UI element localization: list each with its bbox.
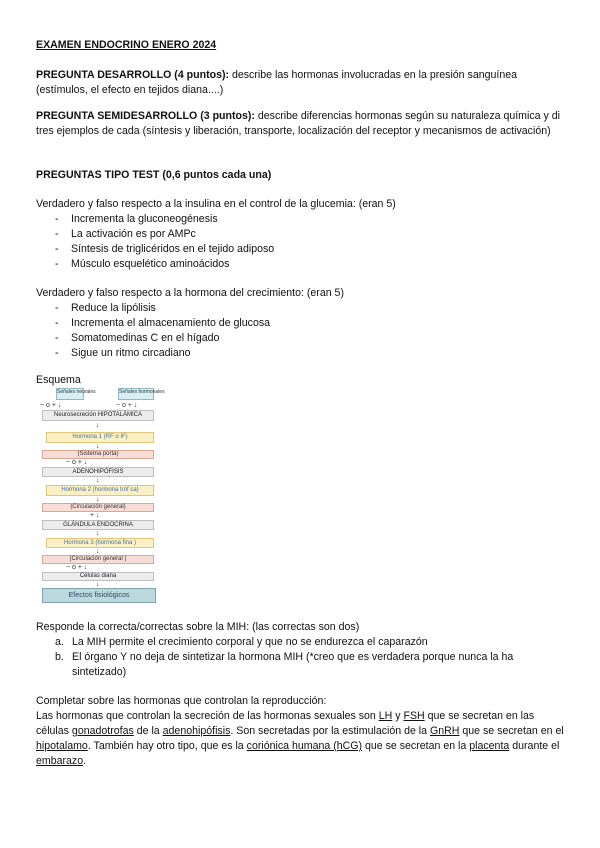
reproduccion-paragraph: Las hormonas que controlan la secreción de las hormonas sexuales son LH y FSH que se secretan en las células gonadotrofas de la adenohipófisis. Son secretadas por la estimulación de la GnRH que se secretan en el hipotalamo. También hay otro tipo, que es la coriónica humana (hCG) que se secretan en la placenta durante el embarazo. — [36, 710, 564, 767]
diagram-circulacion-1: (Circulación general) — [42, 503, 154, 512]
list-item: - Síntesis de triglicéridos en el tejido adiposo — [36, 242, 564, 257]
endocrine-axis-diagram — [36, 388, 165, 604]
answer-placenta: placenta — [469, 740, 510, 752]
answer-lh: LH — [378, 710, 393, 722]
diagram-neural-signals: Señales neurales — [56, 388, 84, 400]
diagram-sign-left: − o + ↓ — [40, 402, 62, 409]
diagram-sign-right: − o + ↓ — [116, 402, 138, 409]
answer-fsh: FSH — [403, 710, 425, 722]
diagram-arrow: ↓ — [96, 443, 100, 450]
list-item: - Reduce la lipólisis — [36, 301, 564, 316]
diagram-circulacion-2: (Circulación general ) — [42, 555, 154, 564]
answer-embarazo: embarazo — [36, 755, 84, 767]
answer-adenohipofisis: adenohipófisis — [162, 725, 231, 737]
answer-gnrh: GnRH — [430, 725, 460, 737]
crecimiento-section — [36, 286, 564, 361]
question-semidesarrollo — [36, 109, 564, 139]
diagram-arrow: ↓ — [96, 496, 100, 503]
diagram-arrow: ↓ — [96, 477, 100, 484]
question-desarrollo-label: PREGUNTA DESARROLLO (4 puntos): — [36, 69, 230, 81]
diagram-hormona-3: Hormona 3 (hormona fina ) — [46, 538, 154, 548]
mih-list — [36, 635, 564, 680]
diagram-hipotalamo: Neurosecreción HIPOTALÁMICA — [42, 410, 154, 421]
diagram-hormona-2: Hormona 2 (hormona tróf ca) — [46, 485, 154, 496]
diagram-hormonal-signals: Señales hormonales — [118, 388, 154, 400]
test-heading: PREGUNTAS TIPO TEST (0,6 puntos cada una) — [36, 169, 272, 181]
answer-gonadotrofas: gonadotrofas — [71, 725, 134, 737]
insulina-intro: Verdadero y falso respecto a la insulina en el control de la glucemia: (eran 5) — [36, 198, 396, 210]
question-semidesarrollo-text: describe diferencias hormonas según su naturaleza química y di tres ejemplos de cada (síntesis y liberación, transporte, localización del receptor y mecanismos de activación) — [36, 110, 560, 137]
diagram-portal: (Sistema porta) — [42, 450, 154, 459]
list-item: - La activación es por AMPc — [36, 227, 564, 242]
insulina-section — [36, 197, 564, 272]
diagram-hormona-1: Hormona 1 (RF o IF) — [46, 432, 154, 443]
diagram-arrow: ↓ — [96, 581, 100, 588]
list-item: - Incrementa la gluconeogénesis — [36, 212, 564, 227]
list-item: - Incrementa el almacenamiento de glucosa — [36, 316, 564, 331]
diagram-sign-2: − o + ↓ — [66, 459, 88, 466]
answer-hcg: coriónica humana (hCG) — [246, 740, 363, 752]
reproduccion-intro: Completar sobre las hormonas que controlan la reproducción: — [36, 695, 327, 707]
question-desarrollo-text: describe las hormonas involucradas en la presión sanguínea (estímulos, el efecto en tejidos diana....) — [36, 69, 518, 96]
list-item: - Músculo esquelético aminoácidos — [36, 257, 564, 272]
crecimiento-intro: Verdadero y falso respecto a la hormona del crecimiento: (eran 5) — [36, 287, 344, 299]
diagram-glandula: GLÁNDULA ENDOCRINA — [42, 520, 154, 530]
diagram-efectos: Efectos fisiológicos — [42, 588, 156, 603]
diagram-sign-3: + ↓ — [90, 512, 100, 519]
question-semidesarrollo-label: PREGUNTA SEMIDESARROLLO (3 puntos): — [36, 110, 255, 122]
diagram-sign-4: − o + ↓ — [66, 564, 88, 571]
list-item: b. El órgano Y no deja de sintetizar la hormona MIH (*creo que es verdadera porque nunca la ha sintetizado) — [55, 651, 514, 678]
diagram-arrow: ↓ — [96, 422, 100, 429]
mih-section — [36, 620, 564, 680]
diagram-adenohipofisis: ADENOHIPÓFISIS — [42, 467, 154, 477]
question-desarrollo — [36, 68, 564, 98]
diagram-arrow: ↓ — [96, 530, 100, 537]
list-item: - Somatomedinas C en el hígado — [36, 331, 564, 346]
diagram-celulas-diana: Células diana — [42, 572, 154, 581]
diagram-arrow: ↓ — [96, 548, 100, 555]
crecimiento-list — [36, 301, 564, 361]
list-item: a. La MIH permite el crecimiento corporal y que no se endurezca el caparazón — [55, 636, 428, 648]
insulina-list — [36, 212, 564, 272]
list-item: - Sigue un ritmo circadiano — [36, 346, 564, 361]
answer-hipotalamo: hipotalamo — [36, 740, 88, 752]
mih-intro: Responde la correcta/correctas sobre la MIH: (las correctas son dos) — [36, 621, 360, 633]
reproduccion-section — [36, 694, 564, 769]
esquema-label: Esquema — [36, 374, 81, 386]
exam-title: EXAMEN ENDOCRINO ENERO 2024 — [36, 39, 217, 51]
